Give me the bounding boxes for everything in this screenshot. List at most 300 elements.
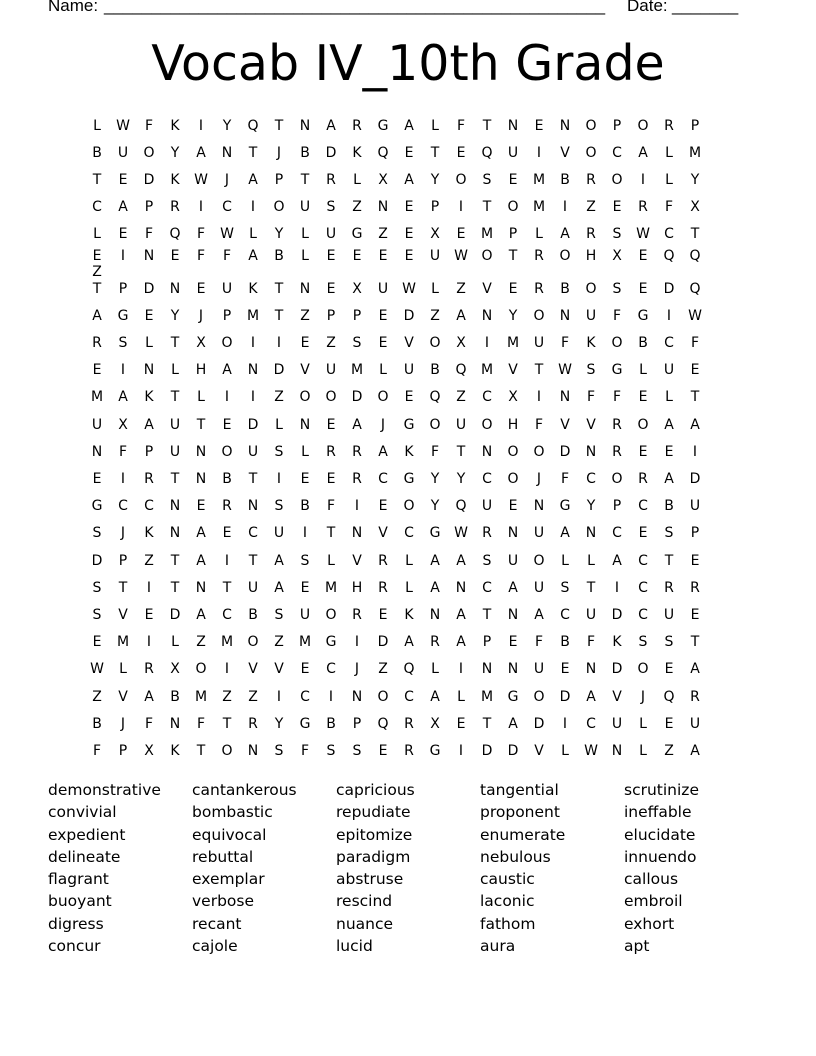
grid-letter: Z xyxy=(586,199,596,216)
grid-letter: S xyxy=(638,634,648,651)
grid-letter: N xyxy=(247,742,259,759)
grid-letter: T xyxy=(482,117,492,134)
grid-letter: A xyxy=(508,579,518,596)
grid-letter: T xyxy=(170,552,180,569)
grid-letter: Z xyxy=(352,199,362,216)
letter-grid xyxy=(84,112,736,765)
grid-letter: S xyxy=(274,498,284,515)
grid-letter: A xyxy=(222,362,232,379)
grid-row xyxy=(84,438,736,465)
grid-letter: C xyxy=(144,498,154,515)
word-bank-column xyxy=(192,779,336,957)
grid-letter: L xyxy=(301,443,309,460)
grid-letter: O xyxy=(325,389,337,406)
grid-letter: U xyxy=(299,606,311,623)
grid-letter: H xyxy=(351,579,363,596)
word-bank-item: rebuttal xyxy=(192,847,254,866)
grid-letter: E xyxy=(378,498,388,515)
grid-letter: B xyxy=(430,362,440,379)
grid-letter: B xyxy=(560,171,570,188)
grid-letter: S xyxy=(482,552,492,569)
word-bank-item: buoyant xyxy=(48,892,112,911)
grid-letter: C xyxy=(612,144,622,161)
grid-letter: Q xyxy=(377,144,389,161)
word-bank-item: capricious xyxy=(336,781,415,799)
grid-letter: F xyxy=(690,335,700,352)
grid-letter: R xyxy=(534,247,544,264)
grid-letter: P xyxy=(690,525,700,542)
word-bank-item: tangential xyxy=(480,781,559,799)
grid-letter: O xyxy=(299,389,311,406)
grid-letter: L xyxy=(639,742,647,759)
grid-letter: O xyxy=(533,552,545,569)
grid-letter: N xyxy=(195,443,207,460)
grid-letter: O xyxy=(611,471,623,488)
grid-letter: R xyxy=(352,117,362,134)
grid-letter: F xyxy=(196,226,206,243)
grid-letter: B xyxy=(300,144,310,161)
grid-letter: D xyxy=(91,552,103,569)
grid-letter: K xyxy=(586,335,596,352)
grid-row xyxy=(84,357,736,384)
word-bank-item: ineffable xyxy=(624,803,692,822)
word-bank-item: elucidate xyxy=(624,825,696,844)
grid-letter: K xyxy=(612,634,622,651)
grid-letter: I xyxy=(458,661,464,678)
grid-letter: C xyxy=(222,606,232,623)
date-blank-line: _______ xyxy=(672,0,739,15)
grid-letter: I xyxy=(354,634,360,651)
grid-letter: B xyxy=(560,280,570,297)
grid-row xyxy=(84,411,736,438)
grid-letter: A xyxy=(92,307,102,324)
grid-letter: S xyxy=(352,742,362,759)
grid-letter: I xyxy=(328,688,334,705)
grid-letter: A xyxy=(196,552,206,569)
grid-row xyxy=(84,384,736,411)
grid-letter: N xyxy=(559,117,571,134)
grid-letter: W xyxy=(454,247,468,264)
grid-letter: C xyxy=(378,471,388,488)
grid-letter: A xyxy=(196,525,206,542)
grid-letter: M xyxy=(480,362,494,379)
word-bank-item: cajole xyxy=(192,937,238,956)
grid-letter: C xyxy=(248,525,258,542)
grid-letter: C xyxy=(482,471,492,488)
grid-letter: P xyxy=(430,199,440,216)
grid-letter: I xyxy=(276,471,282,488)
grid-letter: L xyxy=(379,362,387,379)
grid-row xyxy=(84,112,736,139)
grid-letter: K xyxy=(144,525,154,542)
grid-letter: C xyxy=(482,579,492,596)
grid-letter: N xyxy=(481,443,493,460)
grid-letter: Z xyxy=(92,688,102,705)
grid-letter: V xyxy=(586,416,596,433)
word-bank-item: caustic xyxy=(480,870,535,889)
grid-letter: A xyxy=(508,715,518,732)
grid-letter: A xyxy=(118,389,128,406)
grid-letter: T xyxy=(664,552,674,569)
grid-letter: I xyxy=(458,199,464,216)
word-bank-item: nuance xyxy=(336,914,394,933)
grid-letter: X xyxy=(196,335,206,352)
grid-row xyxy=(84,683,736,710)
grid-row xyxy=(84,194,736,221)
grid-letter: Y xyxy=(274,715,284,732)
grid-letter: Y xyxy=(222,117,232,134)
grid-letter: U xyxy=(481,498,493,515)
grid-letter: J xyxy=(120,715,126,732)
grid-letter: F xyxy=(326,498,336,515)
grid-letter: U xyxy=(117,144,129,161)
grid-letter: A xyxy=(664,471,674,488)
grid-letter: S xyxy=(664,525,674,542)
grid-letter: C xyxy=(560,606,570,623)
grid-letter: U xyxy=(507,144,519,161)
grid-letter: T xyxy=(482,715,492,732)
grid-letter: K xyxy=(248,280,258,297)
grid-letter: A xyxy=(560,226,570,243)
grid-letter: L xyxy=(457,688,465,705)
grid-letter: D xyxy=(403,307,415,324)
word-bank-item: abstruse xyxy=(336,870,404,889)
grid-letter: L xyxy=(431,661,439,678)
grid-letter: H xyxy=(507,416,519,433)
grid-letter: F xyxy=(144,226,154,243)
grid-letter: T xyxy=(92,171,102,188)
grid-letter: M xyxy=(298,634,312,651)
grid-letter: I xyxy=(536,144,542,161)
grid-letter: D xyxy=(611,606,623,623)
grid-letter: M xyxy=(90,389,104,406)
grid-letter: E xyxy=(690,606,700,623)
grid-letter: N xyxy=(169,715,181,732)
grid-letter: U xyxy=(247,443,259,460)
grid-row xyxy=(84,601,736,628)
word-bank-item: flagrant xyxy=(48,870,109,889)
grid-letter: R xyxy=(664,117,674,134)
grid-row xyxy=(84,520,736,547)
grid-letter: T xyxy=(118,579,128,596)
name-blank-line: _____________________________________________________ xyxy=(104,0,606,15)
grid-letter: U xyxy=(325,226,337,243)
grid-letter: L xyxy=(171,362,179,379)
grid-letter: G xyxy=(377,117,389,134)
grid-letter: T xyxy=(222,579,232,596)
grid-letter: W xyxy=(220,226,234,243)
grid-letter: E xyxy=(404,226,414,243)
grid-letter: D xyxy=(351,389,363,406)
grid-letter: L xyxy=(301,247,309,264)
grid-letter: E xyxy=(118,171,128,188)
grid-letter: A xyxy=(248,247,258,264)
grid-letter: P xyxy=(144,199,154,216)
grid-letter: N xyxy=(377,199,389,216)
grid-letter: T xyxy=(170,471,180,488)
grid-row xyxy=(84,710,736,737)
grid-letter: P xyxy=(144,443,154,460)
grid-letter: S xyxy=(352,335,362,352)
grid-letter: U xyxy=(325,362,337,379)
grid-letter: R xyxy=(144,661,154,678)
grid-letter: O xyxy=(221,335,233,352)
grid-letter: D xyxy=(143,171,155,188)
grid-letter: D xyxy=(247,416,259,433)
grid-letter: Z xyxy=(456,389,466,406)
grid-letter: S xyxy=(560,579,570,596)
word-bank-item: innuendo xyxy=(624,847,697,866)
grid-letter: D xyxy=(689,471,701,488)
grid-letter: X xyxy=(378,171,388,188)
word-bank-column xyxy=(624,779,768,957)
grid-letter: Z xyxy=(456,280,466,297)
grid-letter: E xyxy=(456,715,466,732)
grid-letter: O xyxy=(533,307,545,324)
grid-letter: E xyxy=(508,634,518,651)
grid-letter: A xyxy=(690,742,700,759)
grid-letter: Y xyxy=(170,307,180,324)
grid-row xyxy=(84,656,736,683)
grid-row xyxy=(84,465,736,492)
grid-letter: U xyxy=(533,335,545,352)
grid-letter: T xyxy=(274,117,284,134)
grid-letter: O xyxy=(325,606,337,623)
grid-letter: J xyxy=(120,525,126,542)
word-bank-item: enumerate xyxy=(480,825,566,844)
grid-letter: I xyxy=(250,199,256,216)
grid-letter: L xyxy=(171,634,179,651)
grid-letter: U xyxy=(169,443,181,460)
grid-letter: S xyxy=(118,335,128,352)
grid-letter: P xyxy=(118,280,128,297)
grid-letter: O xyxy=(637,661,649,678)
grid-letter: O xyxy=(403,498,415,515)
grid-row xyxy=(84,737,736,764)
grid-letter: R xyxy=(586,226,596,243)
grid-letter: Y xyxy=(430,171,440,188)
word-bank-item: epitomize xyxy=(336,825,413,844)
grid-letter: I xyxy=(198,199,204,216)
grid-letter: U xyxy=(221,280,233,297)
grid-letter: A xyxy=(378,443,388,460)
grid-letter: R xyxy=(690,688,700,705)
grid-letter: N xyxy=(507,606,519,623)
grid-letter: I xyxy=(458,742,464,759)
grid-letter: A xyxy=(352,416,362,433)
grid-letter: E xyxy=(638,525,648,542)
word-bank-item: callous xyxy=(624,870,679,889)
page-title: Vocab IV_10th Grade xyxy=(151,35,665,92)
grid-letter: W xyxy=(90,661,104,678)
grid-letter: N xyxy=(247,498,259,515)
grid-letter: S xyxy=(274,443,284,460)
grid-letter: L xyxy=(275,416,283,433)
grid-letter: A xyxy=(144,416,154,433)
grid-letter: A xyxy=(196,144,206,161)
grid-letter: Y xyxy=(170,144,180,161)
grid-letter: X xyxy=(144,742,154,759)
grid-letter: E xyxy=(638,247,648,264)
grid-letter: X xyxy=(352,280,362,297)
grid-letter: I xyxy=(250,335,256,352)
grid-letter: Q xyxy=(377,715,389,732)
grid-letter: N xyxy=(195,471,207,488)
grid-letter: A xyxy=(456,606,466,623)
grid-letter: E xyxy=(144,307,154,324)
grid-letter: M xyxy=(324,579,338,596)
grid-letter: D xyxy=(663,280,675,297)
grid-letter: Q xyxy=(429,389,441,406)
grid-letter: W xyxy=(194,171,208,188)
grid-letter: K xyxy=(170,117,180,134)
grid-letter: T xyxy=(170,335,180,352)
grid-letter: Z xyxy=(274,634,284,651)
grid-letter: E xyxy=(170,247,180,264)
grid-letter: O xyxy=(507,443,519,460)
grid-letter: Y xyxy=(456,471,466,488)
grid-letter: R xyxy=(326,171,336,188)
grid-letter: D xyxy=(169,606,181,623)
grid-letter: H xyxy=(195,362,207,379)
grid-letter: Z xyxy=(326,335,336,352)
grid-letter: J xyxy=(198,307,204,324)
grid-letter: A xyxy=(690,416,700,433)
word-bank-item: laconic xyxy=(480,892,535,911)
grid-letter: A xyxy=(690,661,700,678)
grid-letter: A xyxy=(118,199,128,216)
grid-letter: D xyxy=(273,362,285,379)
grid-letter: R xyxy=(352,471,362,488)
grid-letter: I xyxy=(224,552,230,569)
grid-letter: D xyxy=(559,688,571,705)
grid-letter: N xyxy=(533,498,545,515)
grid-letter: S xyxy=(482,171,492,188)
grid-letter: A xyxy=(274,579,284,596)
grid-letter: L xyxy=(431,280,439,297)
grid-letter: I xyxy=(692,443,698,460)
grid-letter: F xyxy=(196,715,206,732)
grid-letter: Z xyxy=(430,307,440,324)
grid-letter: A xyxy=(248,171,258,188)
grid-letter: I xyxy=(224,389,230,406)
grid-letter: G xyxy=(637,307,649,324)
grid-letter: C xyxy=(664,335,674,352)
grid-letter: A xyxy=(456,634,466,651)
grid-row xyxy=(84,247,736,280)
grid-letter: U xyxy=(663,362,675,379)
grid-row xyxy=(84,275,736,302)
grid-letter: L xyxy=(301,226,309,243)
grid-letter: T xyxy=(534,362,544,379)
grid-letter: N xyxy=(429,606,441,623)
grid-letter: I xyxy=(276,688,282,705)
grid-letter: E xyxy=(118,226,128,243)
grid-letter: R xyxy=(612,443,622,460)
grid-letter: V xyxy=(352,552,362,569)
grid-letter: V xyxy=(300,362,310,379)
grid-letter: T xyxy=(170,579,180,596)
grid-letter: U xyxy=(247,579,259,596)
grid-letter: V xyxy=(118,688,128,705)
grid-letter: S xyxy=(326,742,336,759)
grid-letter: N xyxy=(507,661,519,678)
grid-letter: W xyxy=(584,742,598,759)
grid-letter: E xyxy=(326,416,336,433)
grid-letter: T xyxy=(326,525,336,542)
grid-letter: J xyxy=(354,661,360,678)
word-bank-item: concur xyxy=(48,937,101,956)
grid-letter: D xyxy=(481,742,493,759)
grid-letter: X xyxy=(430,715,440,732)
grid-letter: C xyxy=(664,226,674,243)
grid-letter: T xyxy=(508,247,518,264)
grid-letter: E xyxy=(690,362,700,379)
grid-letter: R xyxy=(638,199,648,216)
word-bank-item: fathom xyxy=(480,914,536,933)
grid-letter: B xyxy=(248,606,258,623)
grid-letter: O xyxy=(507,199,519,216)
grid-letter: K xyxy=(352,144,362,161)
grid-letter: V xyxy=(560,144,570,161)
grid-letter: R xyxy=(690,579,700,596)
grid-letter: L xyxy=(405,552,413,569)
grid-letter: F xyxy=(612,389,622,406)
grid-letter: L xyxy=(327,552,335,569)
grid-letter: R xyxy=(378,579,388,596)
grid-letter: K xyxy=(144,389,154,406)
grid-letter: A xyxy=(430,579,440,596)
grid-letter: F xyxy=(144,715,154,732)
grid-letter: S xyxy=(612,280,622,297)
grid-letter: Q xyxy=(455,362,467,379)
grid-letter: T xyxy=(170,389,180,406)
grid-letter: E xyxy=(378,742,388,759)
grid-letter: D xyxy=(377,634,389,651)
grid-letter: M xyxy=(506,335,520,352)
grid-letter: F xyxy=(300,742,310,759)
grid-letter: L xyxy=(587,552,595,569)
grid-letter: I xyxy=(120,471,126,488)
grid-letter: P xyxy=(118,552,128,569)
grid-letter: V xyxy=(560,416,570,433)
grid-letter: E xyxy=(300,471,310,488)
grid-letter: Q xyxy=(663,688,675,705)
grid-letter: P xyxy=(612,498,622,515)
grid-letter: G xyxy=(559,498,571,515)
grid-letter: Y xyxy=(586,498,596,515)
grid-letter: T xyxy=(430,144,440,161)
grid-letter: E xyxy=(638,389,648,406)
grid-letter: W xyxy=(116,117,130,134)
grid-letter: I xyxy=(562,715,568,732)
grid-letter: F xyxy=(534,416,544,433)
grid-letter: E xyxy=(196,280,206,297)
grid-letter: S xyxy=(326,199,336,216)
grid-letter: M xyxy=(532,199,546,216)
grid-row xyxy=(84,493,736,520)
grid-letter: X xyxy=(508,389,518,406)
grid-letter: O xyxy=(429,416,441,433)
grid-letter: Z xyxy=(274,389,284,406)
grid-letter: X xyxy=(456,335,466,352)
grid-letter: T xyxy=(248,144,258,161)
grid-letter: E xyxy=(404,199,414,216)
grid-letter: E xyxy=(92,471,102,488)
grid-letter: E xyxy=(378,307,388,324)
grid-row xyxy=(84,574,736,601)
grid-letter: L xyxy=(353,171,361,188)
